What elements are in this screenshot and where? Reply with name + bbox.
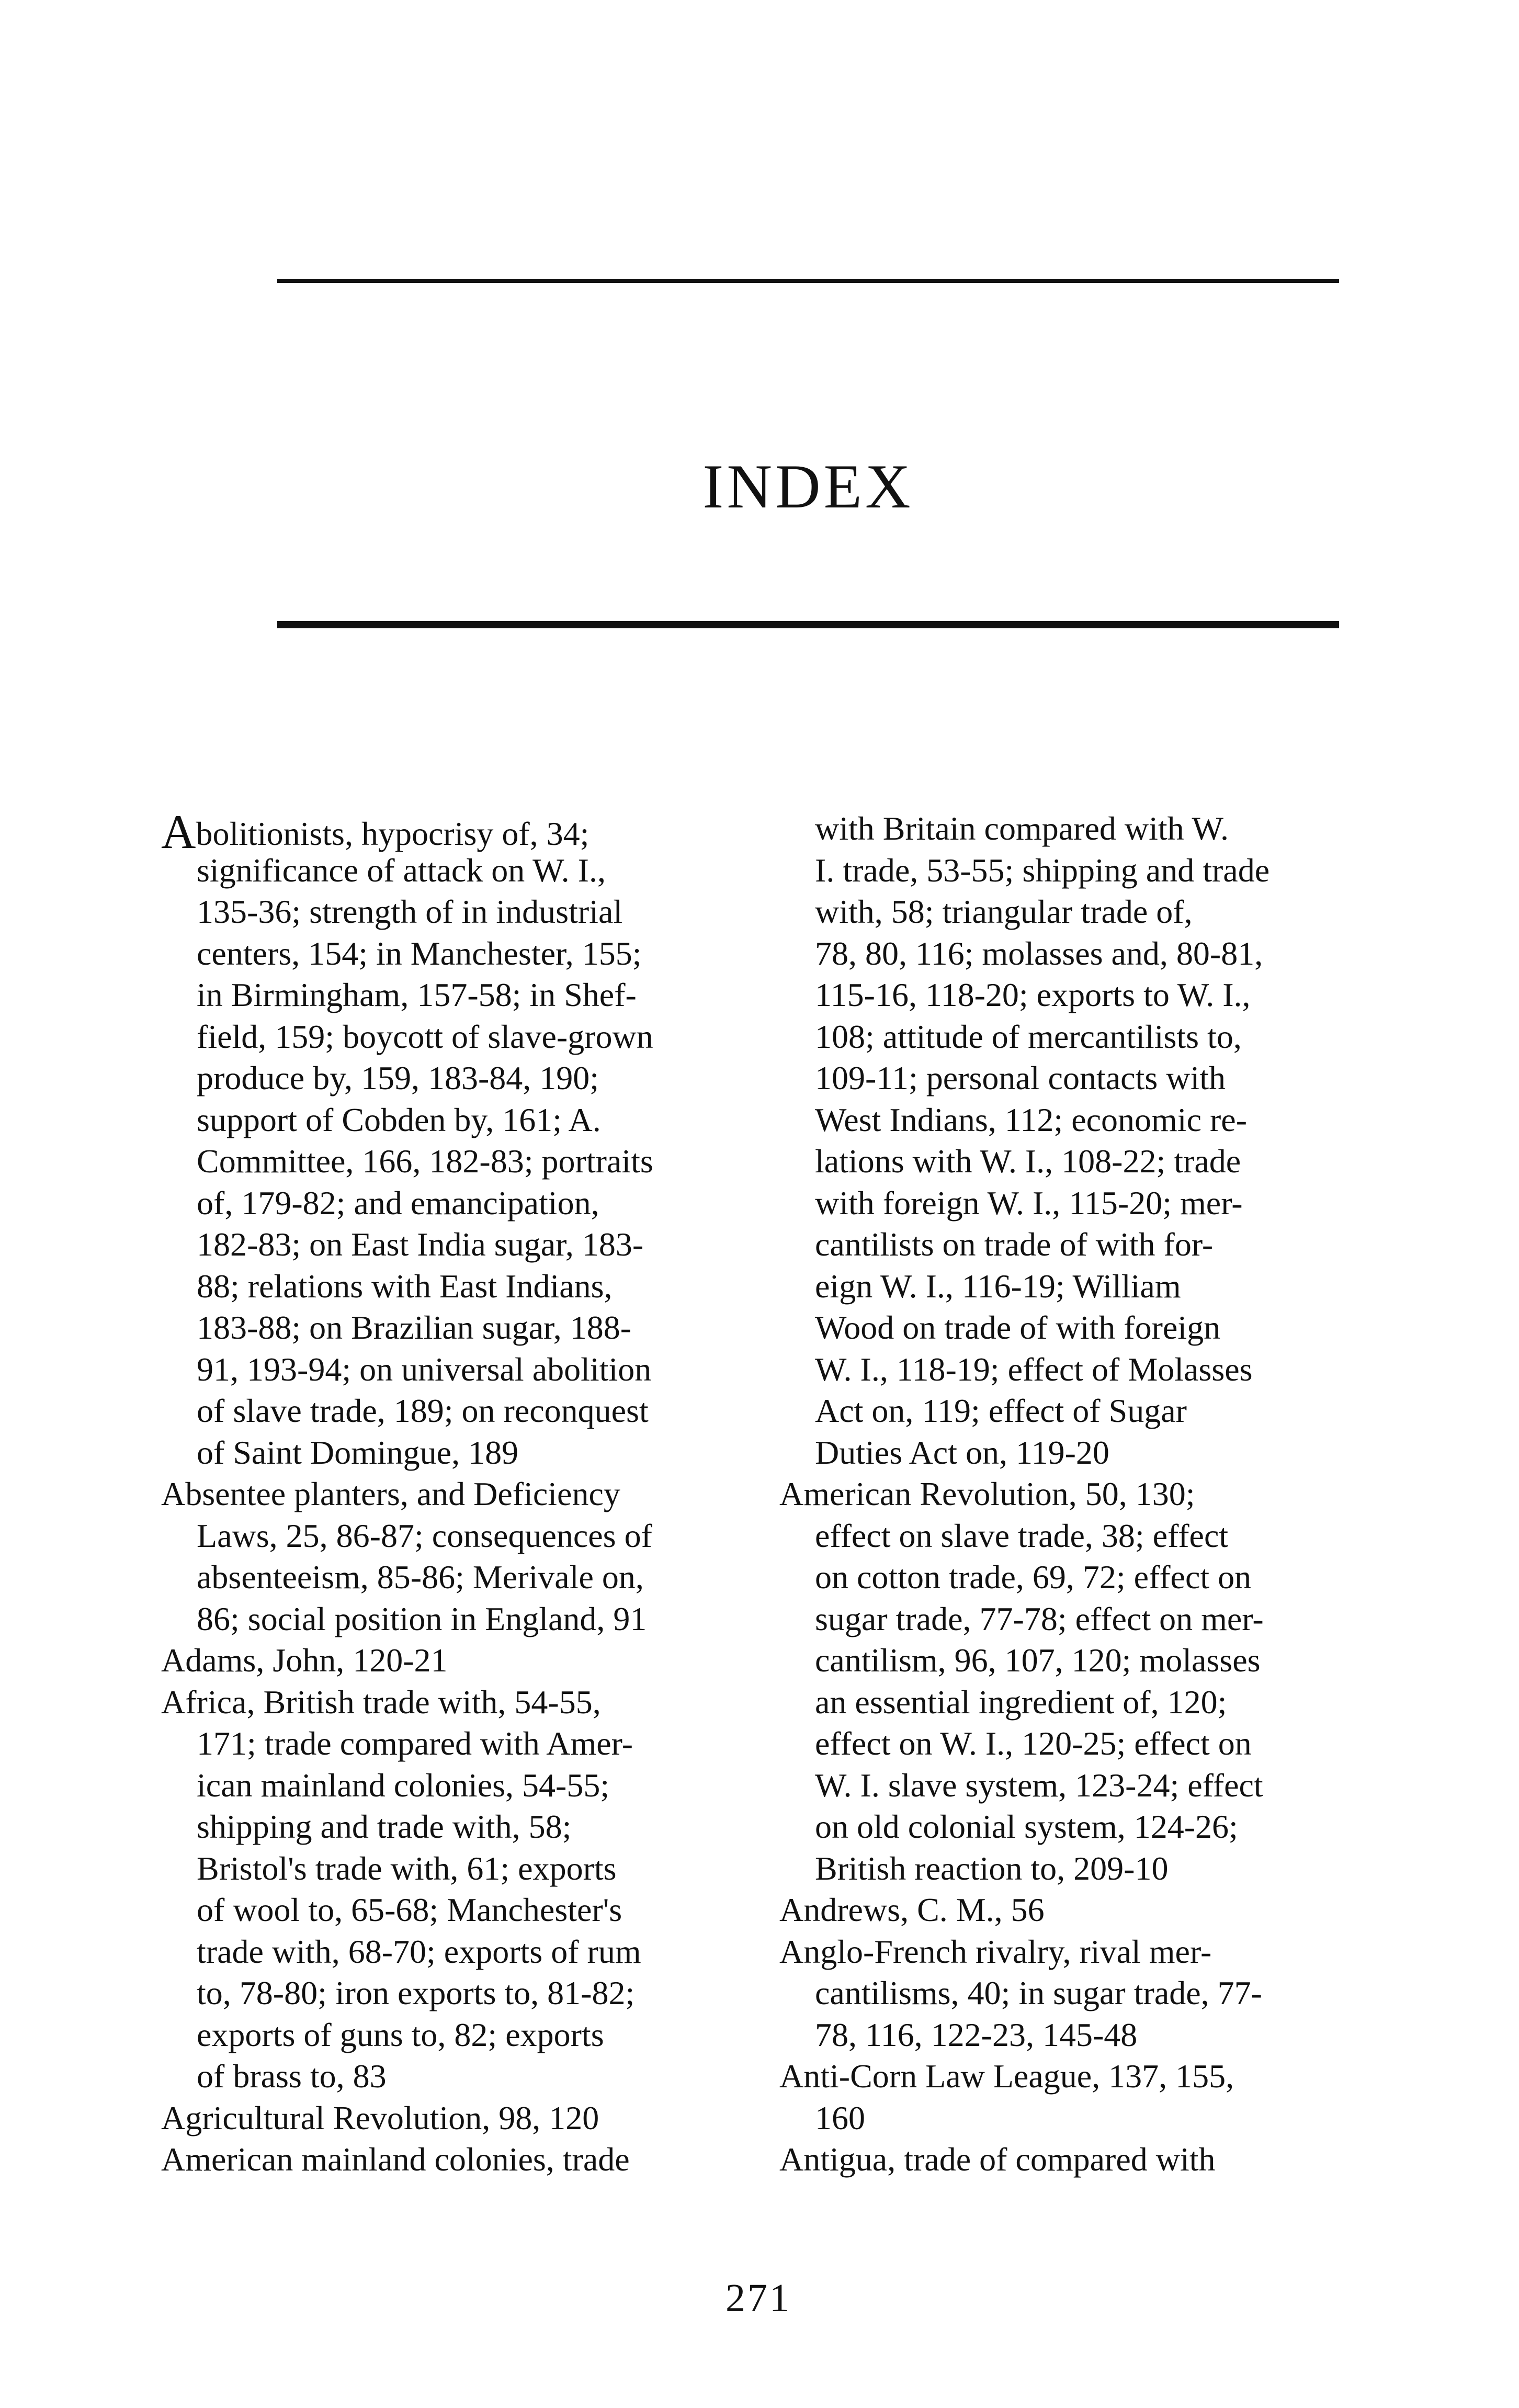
- index-line: absenteeism, 85-86; Merivale on,: [197, 1558, 644, 1596]
- index-column-left: [161, 805, 736, 2180]
- index-line: significance of attack on W. I.,: [197, 851, 606, 889]
- index-line: of wool to, 65-68; Manchester's: [197, 1891, 622, 1928]
- index-line: an essential ingredient of, 120;: [815, 1683, 1227, 1721]
- index-line: sugar trade, 77-78; effect on mer-: [815, 1600, 1264, 1637]
- index-line: of Saint Domingue, 189: [197, 1433, 519, 1471]
- index-line: I. trade, 53-55; shipping and trade: [815, 851, 1270, 889]
- index-line: 135-36; strength of in industrial: [197, 893, 623, 930]
- index-line: of brass to, 83: [197, 2057, 387, 2095]
- index-line: with, 58; triangular trade of,: [815, 893, 1193, 930]
- index-line: trade with, 68-70; exports of rum: [197, 1932, 641, 1970]
- index-line: with Britain compared with W.: [815, 810, 1229, 847]
- index-line: 108; attitude of mercantilists to,: [815, 1018, 1242, 1055]
- index-line: 86; social position in England, 91: [197, 1600, 647, 1637]
- index-line: cantilisms, 40; in sugar trade, 77-: [815, 1974, 1262, 2011]
- index-line: of slave trade, 189; on reconquest: [197, 1392, 649, 1429]
- index-line: shipping and trade with, 58;: [197, 1808, 572, 1845]
- index-line: centers, 154; in Manchester, 155;: [197, 934, 642, 972]
- index-entry-heading: Absentee planters, and Deficiency: [161, 1475, 620, 1512]
- index-line: Duties Act on, 119-20: [815, 1433, 1109, 1471]
- page-number: 271: [726, 2276, 791, 2320]
- index-line: Wood on trade of with foreign: [815, 1309, 1221, 1346]
- index-line: produce by, 159, 183-84, 190;: [197, 1059, 599, 1096]
- drop-cap: A: [161, 805, 196, 858]
- index-line: 115-16, 118-20; exports to W. I.,: [815, 976, 1251, 1013]
- index-line: West Indians, 112; economic re-: [815, 1101, 1247, 1138]
- index-line: 109-11; personal contacts with: [815, 1059, 1226, 1096]
- index-line: cantilists on trade of with for-: [815, 1226, 1214, 1263]
- index-line: eign W. I., 116-19; William: [815, 1267, 1181, 1305]
- index-line: cantilism, 96, 107, 120; molasses: [815, 1642, 1261, 1679]
- index-entry-heading: Africa, British trade with, 54-55,: [161, 1683, 601, 1721]
- index-line: support of Cobden by, 161; A.: [197, 1101, 601, 1138]
- index-line: 160: [815, 2099, 865, 2136]
- index-entry-heading: American mainland colonies, trade: [161, 2141, 630, 2178]
- index-entry-heading: Anglo-French rivalry, rival mer-: [779, 1932, 1212, 1970]
- index-line: lations with W. I., 108-22; trade: [815, 1143, 1241, 1180]
- index-entry-heading: Antigua, trade of compared with: [779, 2141, 1216, 2178]
- index-line: of, 179-82; and emancipation,: [197, 1184, 599, 1222]
- index-line: 78, 116, 122-23, 145-48: [815, 2016, 1138, 2053]
- index-line: Laws, 25, 86-87; consequences of: [197, 1517, 652, 1554]
- index-line: 91, 193-94; on universal abolition: [197, 1350, 652, 1388]
- index-line: 88; relations with East Indians,: [197, 1267, 613, 1305]
- index-line: with foreign W. I., 115-20; mer-: [815, 1184, 1243, 1222]
- index-line: to, 78-80; iron exports to, 81-82;: [197, 1974, 635, 2011]
- index-line: 183-88; on Brazilian sugar, 188-: [197, 1309, 632, 1346]
- index-line: Committee, 166, 182-83; portraits: [197, 1143, 653, 1180]
- index-line: British reaction to, 209-10: [815, 1849, 1169, 1887]
- index-entry-heading: Anti-Corn Law League, 137, 155,: [779, 2057, 1234, 2095]
- title-underline-rule: [277, 621, 1339, 628]
- index-line: exports of guns to, 82; exports: [197, 2016, 604, 2053]
- index-line: 182-83; on East India sugar, 183-: [197, 1226, 644, 1263]
- index-entry-heading: Adams, John, 120-21: [161, 1642, 448, 1679]
- index-line: 171; trade compared with Amer-: [197, 1725, 633, 1762]
- index-entry-heading: Agricultural Revolution, 98, 120: [161, 2099, 599, 2136]
- index-line: effect on slave trade, 38; effect: [815, 1517, 1229, 1554]
- page-title: INDEX: [702, 451, 914, 522]
- top-rule: [277, 279, 1339, 283]
- index-line: 78, 80, 116; molasses and, 80-81,: [815, 934, 1263, 972]
- index-line: on cotton trade, 69, 72; effect on: [815, 1558, 1252, 1596]
- index-entry-heading: Andrews, C. M., 56: [779, 1891, 1045, 1928]
- index-line: in Birmingham, 157-58; in Shef-: [197, 976, 637, 1013]
- index-line: Abolitionists, hypocrisy of, 34;: [161, 805, 590, 858]
- index-line: Bristol's trade with, 61; exports: [197, 1849, 617, 1887]
- index-line: W. I., 118-19; effect of Molasses: [815, 1350, 1253, 1388]
- index-line: on old colonial system, 124-26;: [815, 1808, 1238, 1845]
- index-line: effect on W. I., 120-25; effect on: [815, 1725, 1252, 1762]
- index-line: Act on, 119; effect of Sugar: [815, 1392, 1187, 1429]
- index-line: ican mainland colonies, 54-55;: [197, 1766, 610, 1804]
- index-line: W. I. slave system, 123-24; effect: [815, 1766, 1263, 1804]
- index-line: field, 159; boycott of slave-grown: [197, 1018, 653, 1055]
- index-entry-heading: American Revolution, 50, 130;: [779, 1475, 1195, 1512]
- index-column-right: [779, 808, 1355, 2180]
